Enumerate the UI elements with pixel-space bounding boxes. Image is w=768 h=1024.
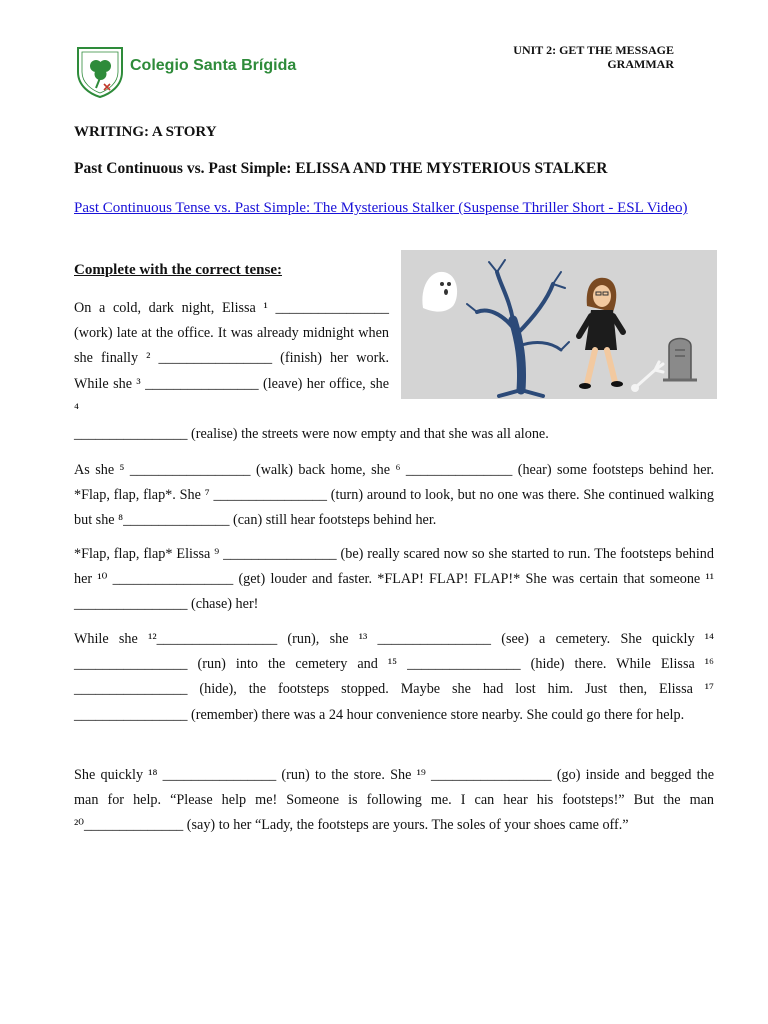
section-title: GRAMMAR	[607, 57, 674, 71]
page-heading: WRITING: A STORY	[74, 124, 217, 140]
unit-title: UNIT 2: GET THE MESSAGE	[513, 43, 674, 57]
story-illustration	[401, 250, 717, 399]
unit-header	[513, 43, 674, 71]
story-paragraph-5: She quickly ¹⁸ ________________ (run) to the store. She ¹⁹ _________________ (go) inside and begged the man for help. “Please help me! Someone is following me. I can hear his footsteps!” But the man ²⁰______________ (say) to her “Lady, the footsteps are yours. The soles of your shoes came off.”	[74, 767, 714, 834]
page-subheading: Past Continuous vs. Past Simple: ELISSA AND THE MYSTERIOUS STALKER	[74, 160, 608, 177]
story-paragraph-4: While she ¹²_________________ (run), she ¹³ ________________ (see) a cemetery. She quickly ¹⁴ ________________ (run) into the cemetery and ¹⁵ ________________ (hide) there. While Elissa ¹⁶ ________________ (hide), the footsteps stopped. Maybe she had lost him. Just then, Elissa ¹⁷ ________________ (remember) there was a 24 hour convenience store nearby. She could go there for help.	[74, 631, 714, 723]
story-paragraph-1-part-2: ________________ (realise) the streets were now empty and that she was all alone.	[74, 426, 549, 442]
school-logo	[74, 44, 304, 98]
school-name: Colegio Santa Brígida	[130, 57, 297, 74]
instruction: Complete with the correct tense:	[74, 262, 282, 278]
video-link[interactable]: Past Continuous Tense vs. Past Simple: The Mysterious Stalker (Suspense Thriller Short - ESL Video)	[74, 200, 688, 216]
story-paragraph-1-part-1: On a cold, dark night, Elissa ¹ ________________ (work) late at the office. It was already midnight when she finally ² ________________ (finish) her work. While she ³ ________________ (leave) her office, she ⁴	[74, 300, 389, 417]
story-paragraph-2: As she ⁵ _________________ (walk) back home, she ⁶ _______________ (hear) some footsteps behind her. *Flap, flap, flap*. She ⁷ ________________ (turn) around to look, but no one was there. She continued walking but she ⁸_______________ (can) still hear footsteps behind her.	[74, 462, 714, 529]
story-paragraph-3: *Flap, flap, flap* Elissa ⁹ ________________ (be) really scared now so she started to run. The footsteps behind her ¹⁰ _________________ (get) louder and faster. *FLAP! FLAP! FLAP!* She was certain that someone ¹¹ ________________ (chase) her!	[74, 546, 714, 613]
school-crest-icon	[74, 44, 126, 98]
